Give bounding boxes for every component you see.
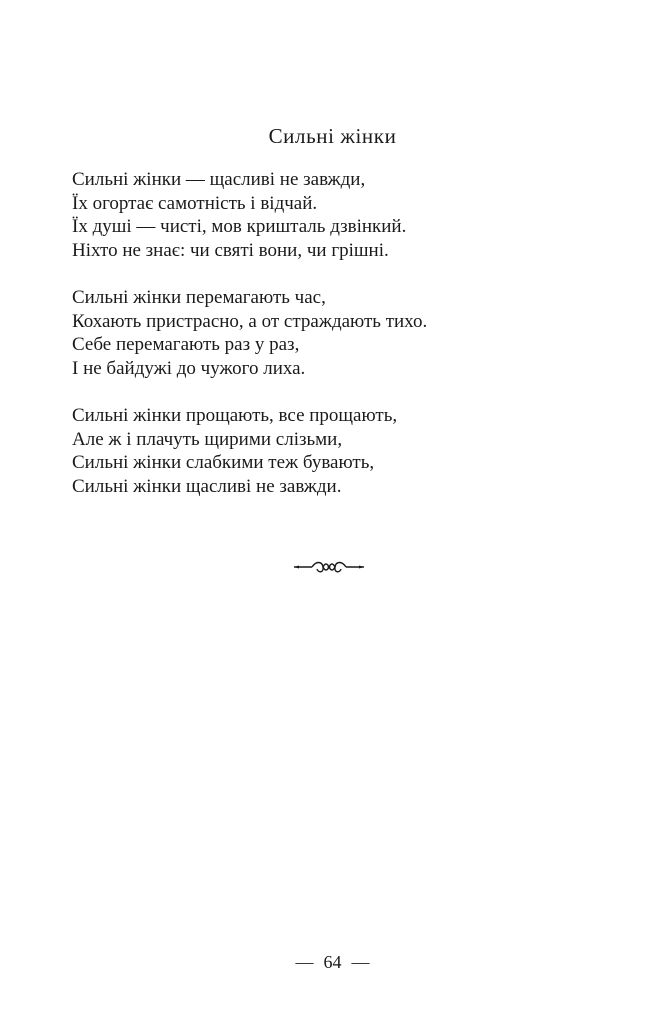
poem-line: Їх душі — чисті, мов кришталь дзвінкий. xyxy=(72,216,407,237)
poem-line: І не байдужі до чужого лиха. xyxy=(72,357,306,379)
stanza-3 xyxy=(72,404,612,498)
footer-dash-right: — xyxy=(351,952,370,972)
footer-dash-left: — xyxy=(295,952,314,972)
poem-line: Але ж і плачуть щирими слізьми, xyxy=(72,428,343,450)
decorative-flourish-icon xyxy=(292,558,366,576)
poem-line: Кохають пристрасно, а от страждають тихо. xyxy=(72,310,428,332)
page-number: 64 xyxy=(323,952,342,972)
poem-line: Сильні жінки — щасливі не завжди, xyxy=(72,169,366,190)
poem-title: Сильні жінки xyxy=(268,124,397,148)
poem-line: Їх огортає самотність і відчай. xyxy=(72,192,318,214)
poem-line: Сильні жінки прощають, все прощають, xyxy=(72,405,398,426)
poem-line: Сильні жінки слабкими теж бувають, xyxy=(72,452,375,473)
page-footer xyxy=(0,950,665,974)
poem-body xyxy=(72,168,612,522)
stanza-2 xyxy=(72,286,612,380)
poem-line: Ніхто не знає: чи святі вони, чи грішні. xyxy=(72,239,389,261)
poem-line: Сильні жінки перемагають час, xyxy=(72,287,326,308)
poem-line: Сильні жінки щасливі не завжди. xyxy=(72,475,342,497)
poem-line: Себе перемагають раз у раз, xyxy=(72,334,300,355)
stanza-1 xyxy=(72,168,612,262)
